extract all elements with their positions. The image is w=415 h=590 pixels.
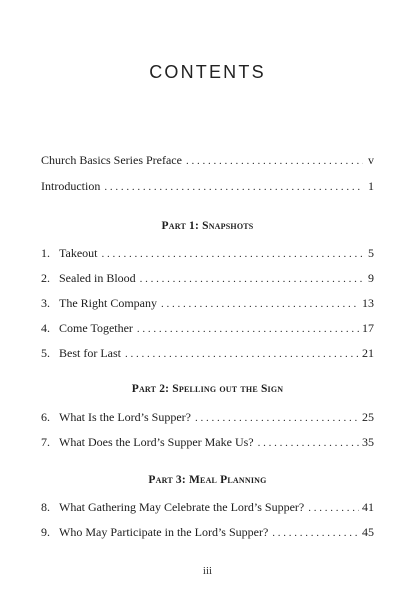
toc-entry-label: Introduction [41, 179, 101, 193]
toc-entry-chapter-3 [41, 296, 374, 311]
part-heading-3: Part 3: Meal Planning [148, 474, 267, 486]
toc-entry-page: 21 [362, 346, 374, 360]
toc-entry-label: Come Together [59, 321, 133, 335]
toc-entry-label: Who May Participate in the Lord’s Supper? [59, 525, 269, 539]
dot-leader [101, 247, 363, 261]
part-heading-1: Part 1: Snapshots [161, 220, 254, 232]
toc-entry-label: Best for Last [59, 346, 121, 360]
dot-leader [161, 297, 359, 311]
toc-entry-label: Church Basics Series Preface [41, 153, 182, 167]
toc-entry-chapter-6 [41, 410, 374, 425]
dot-leader [137, 322, 359, 336]
toc-entry-chapter-2 [41, 271, 374, 286]
chapter-number: 5. [41, 346, 50, 360]
toc-entry-page: 5 [368, 246, 374, 260]
toc-entry-label: What Gathering May Celebrate the Lord’s Supper? [59, 500, 305, 514]
dot-leader [140, 272, 363, 286]
dot-leader [195, 411, 359, 425]
toc-entry-preface [41, 153, 374, 168]
toc-entry-page: 41 [362, 500, 374, 514]
chapter-number: 9. [41, 525, 50, 539]
toc-entry-page: 9 [368, 271, 374, 285]
toc-entry-chapter-1 [41, 246, 374, 261]
toc-entry-page: 25 [362, 410, 374, 424]
dot-leader [308, 501, 359, 515]
toc-entry-label: The Right Company [59, 296, 157, 310]
toc-entry-introduction [41, 179, 374, 194]
toc-entry-chapter-4 [41, 321, 374, 336]
dot-leader [125, 347, 359, 361]
toc-entry-chapter-5 [41, 346, 374, 361]
chapter-number: 3. [41, 296, 50, 310]
chapter-number: 1. [41, 246, 50, 260]
toc-entry-label: What Is the Lord’s Supper? [59, 410, 191, 424]
toc-entry-page: 17 [362, 321, 374, 335]
chapter-number: 2. [41, 271, 50, 285]
dot-leader [272, 526, 359, 540]
toc-entry-page: 35 [362, 435, 374, 449]
page-title: CONTENTS [149, 62, 266, 82]
part-heading-2: Part 2: Spelling out the Sign [131, 383, 284, 395]
toc-entry-page: 45 [362, 525, 374, 539]
chapter-number: 6. [41, 410, 50, 424]
toc-entry-chapter-7 [41, 435, 374, 450]
chapter-number: 4. [41, 321, 50, 335]
page-folio: iii [202, 565, 213, 577]
toc-entry-page: 1 [368, 179, 374, 193]
chapter-number: 7. [41, 435, 50, 449]
chapter-number: 8. [41, 500, 50, 514]
toc-entry-page: v [368, 153, 374, 167]
toc-entry-label: Sealed in Blood [59, 271, 136, 285]
toc-entry-page: 13 [362, 296, 374, 310]
dot-leader [104, 180, 363, 194]
dot-leader [258, 436, 359, 450]
toc-entry-chapter-8 [41, 500, 374, 515]
dot-leader [186, 154, 363, 168]
toc-entry-label: Takeout [59, 246, 98, 260]
toc-entry-label: What Does the Lord’s Supper Make Us? [59, 435, 254, 449]
toc-entry-chapter-9 [41, 525, 374, 540]
